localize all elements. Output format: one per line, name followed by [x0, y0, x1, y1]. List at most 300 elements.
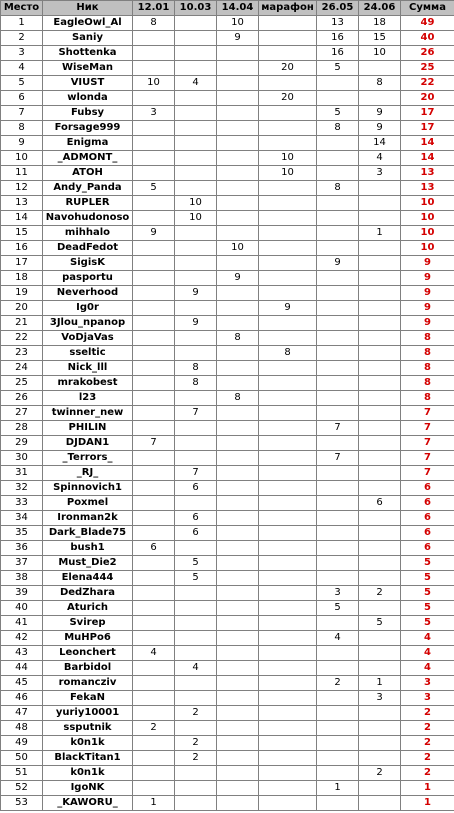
table-row	[1, 346, 454, 361]
nick-cell: BlackTitan1	[43, 751, 133, 766]
score-1201-cell: 6	[133, 541, 175, 556]
score-marathon-cell	[259, 766, 317, 781]
score-1201-cell	[133, 391, 175, 406]
nick-cell: Barbidol	[43, 661, 133, 676]
nick-cell: bush1	[43, 541, 133, 556]
place-cell: 32	[1, 481, 43, 496]
score-marathon-cell	[259, 586, 317, 601]
score-2605-cell	[317, 286, 359, 301]
nick-cell: Ig0r	[43, 301, 133, 316]
score-2406-cell	[359, 91, 401, 106]
place-cell: 34	[1, 511, 43, 526]
col-header-2605: 26.05	[317, 1, 359, 16]
table-row	[1, 586, 454, 601]
sum-cell: 13	[401, 181, 454, 196]
score-1201-cell	[133, 691, 175, 706]
sum-cell: 10	[401, 241, 454, 256]
table-row	[1, 211, 454, 226]
nick-cell: WiseMan	[43, 61, 133, 76]
score-1003-cell	[175, 136, 217, 151]
score-1003-cell: 9	[175, 316, 217, 331]
score-2406-cell: 8	[359, 76, 401, 91]
score-1201-cell	[133, 271, 175, 286]
col-header-nick: Ник	[43, 1, 133, 16]
score-1003-cell: 8	[175, 361, 217, 376]
score-marathon-cell	[259, 136, 317, 151]
score-1404-cell	[217, 541, 259, 556]
score-1404-cell	[217, 361, 259, 376]
score-1404-cell	[217, 781, 259, 796]
score-2406-cell	[359, 301, 401, 316]
score-2605-cell	[317, 331, 359, 346]
place-cell: 38	[1, 571, 43, 586]
score-2605-cell: 16	[317, 46, 359, 61]
score-1201-cell	[133, 736, 175, 751]
score-1003-cell: 5	[175, 556, 217, 571]
sum-cell: 3	[401, 676, 454, 691]
score-2406-cell	[359, 316, 401, 331]
nick-cell: PHILIN	[43, 421, 133, 436]
place-cell: 20	[1, 301, 43, 316]
score-1404-cell	[217, 436, 259, 451]
score-marathon-cell: 9	[259, 301, 317, 316]
sum-cell: 3	[401, 691, 454, 706]
score-marathon-cell	[259, 466, 317, 481]
place-cell: 31	[1, 466, 43, 481]
table-row	[1, 226, 454, 241]
sum-cell: 6	[401, 541, 454, 556]
score-1201-cell	[133, 376, 175, 391]
score-2406-cell: 2	[359, 766, 401, 781]
score-1404-cell	[217, 556, 259, 571]
score-2406-cell: 9	[359, 106, 401, 121]
sum-cell: 6	[401, 496, 454, 511]
nick-cell: Spinnovich1	[43, 481, 133, 496]
score-1404-cell	[217, 406, 259, 421]
score-2605-cell: 8	[317, 181, 359, 196]
score-2406-cell	[359, 346, 401, 361]
score-marathon-cell	[259, 481, 317, 496]
table-row	[1, 571, 454, 586]
table-row	[1, 676, 454, 691]
score-1404-cell	[217, 76, 259, 91]
score-marathon-cell	[259, 316, 317, 331]
score-2406-cell	[359, 391, 401, 406]
score-marathon-cell	[259, 496, 317, 511]
sum-cell: 6	[401, 481, 454, 496]
score-1201-cell	[133, 196, 175, 211]
place-cell: 35	[1, 526, 43, 541]
score-2406-cell: 1	[359, 226, 401, 241]
place-cell: 43	[1, 646, 43, 661]
score-marathon-cell	[259, 376, 317, 391]
place-cell: 4	[1, 61, 43, 76]
score-marathon-cell	[259, 556, 317, 571]
place-cell: 25	[1, 376, 43, 391]
nick-cell: l23	[43, 391, 133, 406]
score-2406-cell	[359, 661, 401, 676]
score-2605-cell	[317, 406, 359, 421]
score-marathon-cell	[259, 541, 317, 556]
score-1404-cell	[217, 646, 259, 661]
score-1404-cell: 9	[217, 271, 259, 286]
score-marathon-cell	[259, 436, 317, 451]
nick-cell: Ironman2k	[43, 511, 133, 526]
table-row	[1, 766, 454, 781]
score-marathon-cell	[259, 406, 317, 421]
score-1201-cell	[133, 601, 175, 616]
score-marathon-cell	[259, 391, 317, 406]
nick-cell: EagleOwl_Al	[43, 16, 133, 31]
score-2605-cell	[317, 151, 359, 166]
score-1201-cell	[133, 286, 175, 301]
score-marathon-cell	[259, 271, 317, 286]
score-2605-cell	[317, 391, 359, 406]
score-2605-cell: 5	[317, 61, 359, 76]
place-cell: 14	[1, 211, 43, 226]
score-1003-cell	[175, 781, 217, 796]
score-1201-cell: 5	[133, 181, 175, 196]
table-row	[1, 361, 454, 376]
score-1404-cell	[217, 91, 259, 106]
sum-cell: 8	[401, 376, 454, 391]
score-1003-cell	[175, 646, 217, 661]
nick-cell: VIUST	[43, 76, 133, 91]
score-1201-cell	[133, 331, 175, 346]
nick-cell: twinner_new	[43, 406, 133, 421]
score-2406-cell	[359, 706, 401, 721]
sum-cell: 10	[401, 211, 454, 226]
nick-cell: Neverhood	[43, 286, 133, 301]
table-row	[1, 526, 454, 541]
nick-cell: _RJ_	[43, 466, 133, 481]
sum-cell: 6	[401, 526, 454, 541]
score-2406-cell	[359, 376, 401, 391]
table-row	[1, 301, 454, 316]
score-1003-cell: 6	[175, 526, 217, 541]
nick-cell: DJDAN1	[43, 436, 133, 451]
score-1201-cell	[133, 346, 175, 361]
place-cell: 3	[1, 46, 43, 61]
place-cell: 33	[1, 496, 43, 511]
score-marathon-cell	[259, 706, 317, 721]
place-cell: 46	[1, 691, 43, 706]
nick-cell: _ADMONT_	[43, 151, 133, 166]
score-1003-cell	[175, 31, 217, 46]
score-1003-cell	[175, 16, 217, 31]
score-1404-cell	[217, 196, 259, 211]
score-2406-cell	[359, 721, 401, 736]
score-marathon-cell	[259, 241, 317, 256]
nick-cell: Must_Die2	[43, 556, 133, 571]
table-row	[1, 541, 454, 556]
score-2406-cell	[359, 571, 401, 586]
score-1404-cell	[217, 586, 259, 601]
col-header-1404: 14.04	[217, 1, 259, 16]
score-2406-cell	[359, 331, 401, 346]
score-1404-cell	[217, 166, 259, 181]
nick-cell: DedZhara	[43, 586, 133, 601]
score-marathon-cell	[259, 721, 317, 736]
score-2605-cell	[317, 466, 359, 481]
table-row	[1, 736, 454, 751]
score-2605-cell	[317, 541, 359, 556]
nick-cell: SigisK	[43, 256, 133, 271]
score-1003-cell	[175, 121, 217, 136]
score-1201-cell	[133, 166, 175, 181]
score-2406-cell	[359, 286, 401, 301]
score-marathon-cell	[259, 421, 317, 436]
place-cell: 8	[1, 121, 43, 136]
table-row	[1, 721, 454, 736]
score-1201-cell	[133, 556, 175, 571]
score-2605-cell	[317, 526, 359, 541]
score-2406-cell: 6	[359, 496, 401, 511]
score-1003-cell	[175, 676, 217, 691]
score-2605-cell	[317, 661, 359, 676]
table-row	[1, 556, 454, 571]
score-2605-cell	[317, 301, 359, 316]
score-1404-cell	[217, 676, 259, 691]
score-1003-cell: 6	[175, 481, 217, 496]
score-2406-cell	[359, 436, 401, 451]
score-1201-cell	[133, 481, 175, 496]
nick-cell: wlonda	[43, 91, 133, 106]
sum-cell: 22	[401, 76, 454, 91]
score-1404-cell	[217, 181, 259, 196]
score-2605-cell: 3	[317, 586, 359, 601]
nick-cell: RUPLER	[43, 196, 133, 211]
score-1201-cell	[133, 316, 175, 331]
score-2406-cell	[359, 466, 401, 481]
score-2605-cell	[317, 346, 359, 361]
sum-cell: 9	[401, 316, 454, 331]
table-row	[1, 136, 454, 151]
score-2406-cell: 3	[359, 691, 401, 706]
score-2605-cell	[317, 751, 359, 766]
place-cell: 22	[1, 331, 43, 346]
sum-cell: 4	[401, 631, 454, 646]
nick-cell: Dark_Blade75	[43, 526, 133, 541]
place-cell: 30	[1, 451, 43, 466]
score-marathon-cell	[259, 736, 317, 751]
score-marathon-cell	[259, 526, 317, 541]
place-cell: 2	[1, 31, 43, 46]
nick-cell: _Terrors_	[43, 451, 133, 466]
place-cell: 27	[1, 406, 43, 421]
table-row	[1, 601, 454, 616]
score-2605-cell	[317, 76, 359, 91]
score-2406-cell	[359, 646, 401, 661]
score-1201-cell	[133, 781, 175, 796]
sum-cell: 10	[401, 226, 454, 241]
score-2605-cell	[317, 361, 359, 376]
score-1201-cell	[133, 31, 175, 46]
score-2406-cell	[359, 241, 401, 256]
score-2406-cell	[359, 781, 401, 796]
score-1201-cell: 10	[133, 76, 175, 91]
score-2605-cell: 5	[317, 106, 359, 121]
score-1003-cell: 10	[175, 211, 217, 226]
score-2605-cell	[317, 226, 359, 241]
sum-cell: 9	[401, 286, 454, 301]
score-marathon-cell	[259, 196, 317, 211]
sum-cell: 26	[401, 46, 454, 61]
score-2406-cell	[359, 361, 401, 376]
score-marathon-cell	[259, 211, 317, 226]
score-marathon-cell	[259, 256, 317, 271]
sum-cell: 7	[401, 451, 454, 466]
table-row	[1, 616, 454, 631]
score-1003-cell: 4	[175, 661, 217, 676]
place-cell: 9	[1, 136, 43, 151]
score-1003-cell	[175, 601, 217, 616]
place-cell: 13	[1, 196, 43, 211]
score-marathon-cell	[259, 46, 317, 61]
col-header-marathon: марафон	[259, 1, 317, 16]
score-marathon-cell	[259, 121, 317, 136]
score-1201-cell	[133, 151, 175, 166]
score-1404-cell	[217, 136, 259, 151]
table-row	[1, 631, 454, 646]
sum-cell: 17	[401, 121, 454, 136]
sum-cell: 9	[401, 301, 454, 316]
score-2406-cell	[359, 541, 401, 556]
score-2406-cell: 5	[359, 616, 401, 631]
score-1404-cell	[217, 766, 259, 781]
score-2605-cell: 8	[317, 121, 359, 136]
score-1003-cell	[175, 421, 217, 436]
nick-cell: FekaN	[43, 691, 133, 706]
score-2406-cell	[359, 511, 401, 526]
place-cell: 47	[1, 706, 43, 721]
score-2605-cell	[317, 376, 359, 391]
score-1003-cell	[175, 151, 217, 166]
score-marathon-cell	[259, 631, 317, 646]
score-2605-cell	[317, 796, 359, 811]
sum-cell: 49	[401, 16, 454, 31]
place-cell: 12	[1, 181, 43, 196]
score-1003-cell	[175, 256, 217, 271]
place-cell: 45	[1, 676, 43, 691]
place-cell: 5	[1, 76, 43, 91]
score-1201-cell: 9	[133, 226, 175, 241]
table-row	[1, 661, 454, 676]
score-marathon-cell	[259, 16, 317, 31]
score-2605-cell	[317, 496, 359, 511]
score-1003-cell	[175, 241, 217, 256]
table-row	[1, 706, 454, 721]
col-header-1003: 10.03	[175, 1, 217, 16]
score-1003-cell: 9	[175, 286, 217, 301]
table-row	[1, 106, 454, 121]
score-marathon-cell	[259, 331, 317, 346]
score-marathon-cell	[259, 751, 317, 766]
score-2406-cell	[359, 421, 401, 436]
score-1201-cell	[133, 586, 175, 601]
score-1404-cell	[217, 151, 259, 166]
table-row	[1, 316, 454, 331]
score-1201-cell	[133, 616, 175, 631]
nick-cell: Poxmel	[43, 496, 133, 511]
score-marathon-cell	[259, 676, 317, 691]
score-marathon-cell: 20	[259, 61, 317, 76]
score-2406-cell	[359, 61, 401, 76]
nick-cell: DeadFedot	[43, 241, 133, 256]
sum-cell: 5	[401, 571, 454, 586]
score-2605-cell	[317, 706, 359, 721]
score-marathon-cell	[259, 181, 317, 196]
score-2406-cell: 4	[359, 151, 401, 166]
nick-cell: Saniy	[43, 31, 133, 46]
score-2406-cell: 1	[359, 676, 401, 691]
score-1003-cell	[175, 496, 217, 511]
score-1201-cell: 1	[133, 796, 175, 811]
table-row	[1, 781, 454, 796]
score-2605-cell	[317, 616, 359, 631]
score-1201-cell	[133, 751, 175, 766]
score-1201-cell	[133, 211, 175, 226]
score-1201-cell: 2	[133, 721, 175, 736]
score-1201-cell	[133, 511, 175, 526]
score-2605-cell: 4	[317, 631, 359, 646]
sum-cell: 2	[401, 721, 454, 736]
score-1201-cell	[133, 121, 175, 136]
score-1003-cell: 6	[175, 511, 217, 526]
score-marathon-cell	[259, 796, 317, 811]
place-cell: 29	[1, 436, 43, 451]
score-2605-cell	[317, 691, 359, 706]
score-1404-cell	[217, 46, 259, 61]
table-row	[1, 121, 454, 136]
score-marathon-cell	[259, 691, 317, 706]
score-2605-cell	[317, 436, 359, 451]
score-2605-cell	[317, 136, 359, 151]
sum-cell: 14	[401, 136, 454, 151]
sum-cell: 7	[401, 466, 454, 481]
nick-cell: ssputnik	[43, 721, 133, 736]
score-marathon-cell	[259, 286, 317, 301]
score-2406-cell	[359, 601, 401, 616]
table-row	[1, 691, 454, 706]
sum-cell: 14	[401, 151, 454, 166]
score-1003-cell	[175, 691, 217, 706]
place-cell: 24	[1, 361, 43, 376]
table-row	[1, 271, 454, 286]
score-1404-cell: 8	[217, 391, 259, 406]
score-1003-cell	[175, 61, 217, 76]
sum-cell: 7	[401, 421, 454, 436]
score-1404-cell	[217, 721, 259, 736]
score-1201-cell	[133, 706, 175, 721]
table-row	[1, 451, 454, 466]
score-1003-cell	[175, 436, 217, 451]
place-cell: 15	[1, 226, 43, 241]
nick-cell: romancziv	[43, 676, 133, 691]
place-cell: 6	[1, 91, 43, 106]
score-1404-cell	[217, 466, 259, 481]
score-1003-cell: 5	[175, 571, 217, 586]
place-cell: 11	[1, 166, 43, 181]
score-2605-cell	[317, 721, 359, 736]
score-1404-cell: 8	[217, 331, 259, 346]
score-1003-cell	[175, 346, 217, 361]
place-cell: 51	[1, 766, 43, 781]
score-1404-cell	[217, 661, 259, 676]
header-row	[1, 1, 454, 16]
score-2605-cell: 1	[317, 781, 359, 796]
nick-cell: k0n1k	[43, 766, 133, 781]
